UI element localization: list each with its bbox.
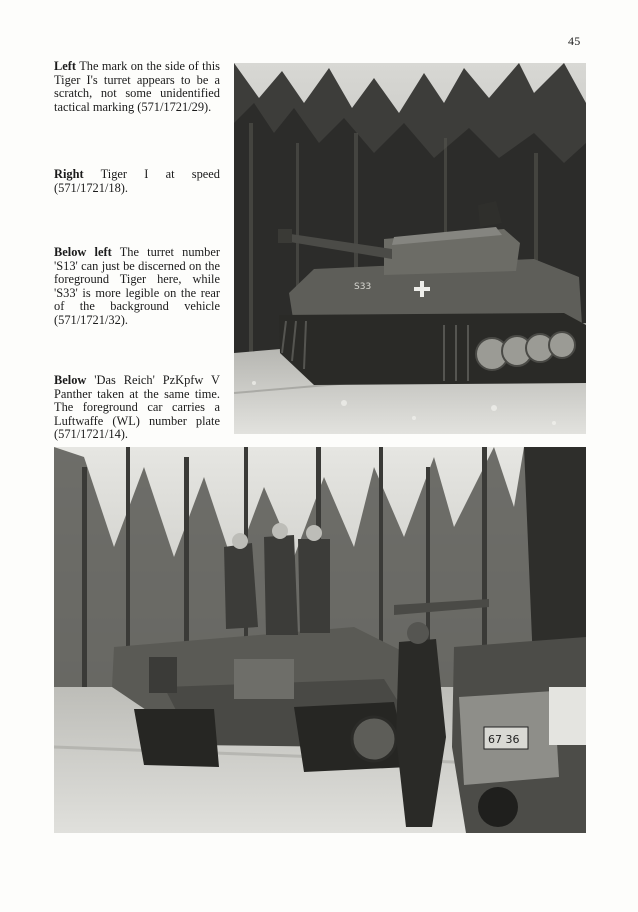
panther-photo-graphic: [54, 447, 586, 833]
caption-below-lead: Below: [54, 373, 87, 387]
tiger-photo-graphic: [234, 63, 586, 434]
caption-below-text: 'Das Reich' PzKpfw V Panther taken at the same time. The foreground car carries a Luftwaffe (WL) number plate (571/1721/14).: [54, 373, 220, 442]
tiger-photo: [234, 63, 586, 434]
caption-left-text: The mark on the side of this Tiger I's turret appears to be a scratch, not some unidentified tactical marking (571/1721/29).: [54, 59, 220, 114]
caption-below-left-lead: Below left: [54, 245, 112, 259]
panther-photo: [54, 447, 586, 833]
caption-below-left-text: The turret number 'S13' can just be discerned on the foreground Tiger here, while 'S33' is more legible on the rear of the background vehicle (571/1721/32).: [54, 245, 220, 327]
car-number-plate: 67 36: [488, 733, 520, 746]
tiger-hull-marking: S33: [354, 282, 372, 292]
caption-right-lead: Right: [54, 167, 84, 181]
caption-left: [54, 60, 220, 114]
caption-left-lead: Left: [54, 59, 77, 73]
caption-below-left: [54, 246, 220, 328]
page-number: 45: [568, 34, 581, 48]
caption-below: [54, 374, 220, 442]
caption-right: [54, 168, 220, 195]
caption-right-text: Tiger I at speed (571/1721/18).: [54, 167, 220, 195]
